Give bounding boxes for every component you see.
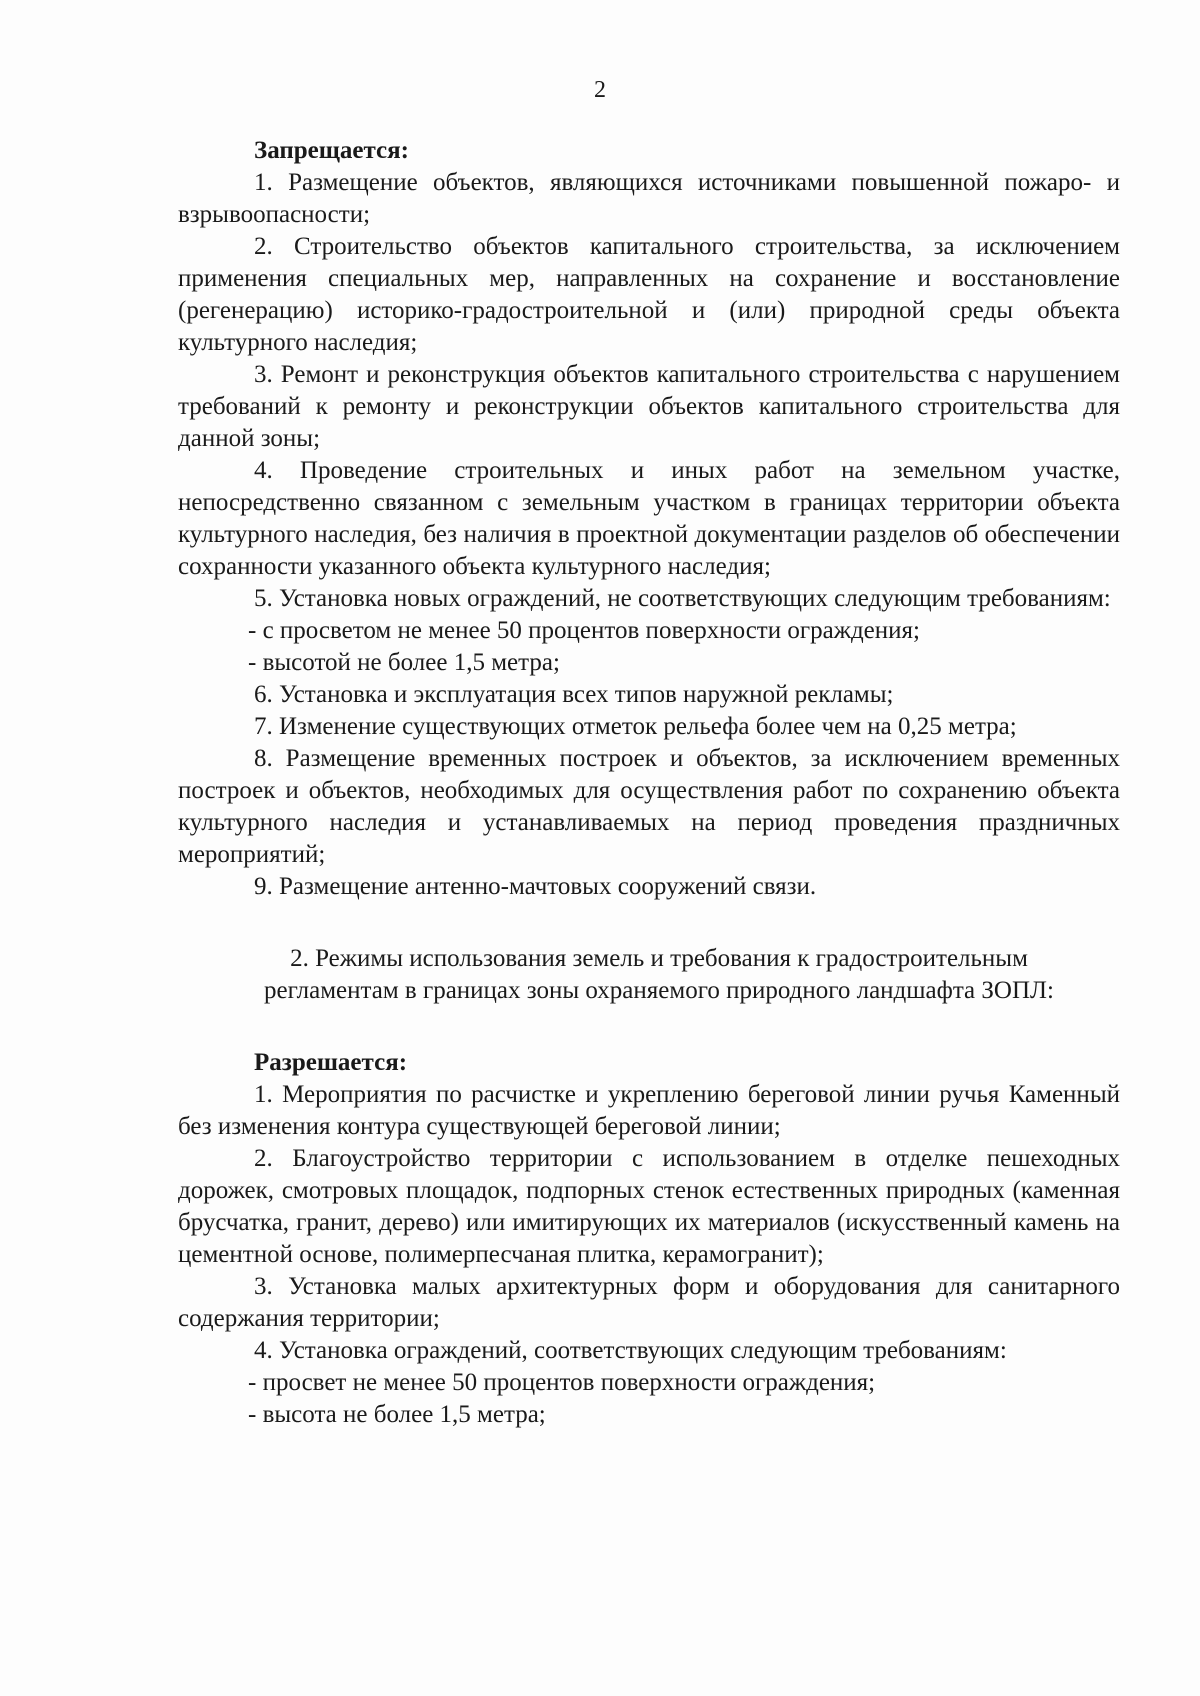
prohibited-item-2: 2. Строительство объектов капитального строительства, за исключением применения специальных мер, направленных на сохранение и восстановление (регенерацию) историко-градостроительной и (или) природной среды объекта культурного наследия; <box>178 233 1120 356</box>
allowed-item-3: 3. Установка малых архитектурных форм и оборудования для санитарного содержания территории; <box>178 1273 1120 1332</box>
prohibited-heading: Запрещается: <box>254 137 410 164</box>
section-2-title-line-2: регламентам в границах зоны охраняемого природного ландшафта ЗОПЛ: <box>264 977 1054 1004</box>
allowed-item-2: 2. Благоустройство территории с использованием в отделке пешеходных дорожек, смотровых площадок, подпорных стенок естественных природных (каменная брусчатка, гранит, дерево) или имитирующих их материалов (искусственный камень на цементной основе, полимерпесчаная плитка, керамогранит); <box>178 1145 1120 1268</box>
allowed-subitem-1: - просвет не менее 50 процентов поверхности ограждения; <box>248 1369 876 1396</box>
allowed-item-1: 1. Мероприятия по расчистке и укреплению береговой линии ручья Каменный без изменения контура существующей береговой линии; <box>178 1081 1120 1140</box>
allowed-item-4: 4. Установка ограждений, соответствующих следующим требованиям: <box>254 1337 1007 1364</box>
prohibited-item-3: 3. Ремонт и реконструкция объектов капитального строительства с нарушением требований к ремонту и реконструкции объектов капитального строительства для данной зоны; <box>178 361 1120 452</box>
document-body <box>178 135 1120 1431</box>
prohibited-item-8: 8. Размещение временных построек и объектов, за исключением временных построек и объектов, необходимых для осуществления работ по сохранению объекта культурного наследия и устанавливаемых на период проведения праздничных мероприятий; <box>178 745 1120 868</box>
section-2-title-line-1: 2. Режимы использования земель и требования к градостроительным <box>290 945 1028 972</box>
prohibited-item-4: 4. Проведение строительных и иных работ на земельном участке, непосредственно связанном с земельным участком в границах территории объекта культурного наследия, без наличия в проектной документации разделов об обеспечении сохранности указанного объекта культурного наследия; <box>178 457 1120 580</box>
prohibited-item-6: 6. Установка и эксплуатация всех типов наружной рекламы; <box>254 681 894 708</box>
prohibited-item-5: 5. Установка новых ограждений, не соответствующих следующим требованиям: <box>254 585 1111 612</box>
prohibited-item-7: 7. Изменение существующих отметок рельефа более чем на 0,25 метра; <box>254 713 1017 740</box>
prohibited-item-1: 1. Размещение объектов, являющихся источниками повышенной пожаро- и взрывоопасности; <box>178 169 1120 228</box>
allowed-heading: Разрешается: <box>254 1049 408 1076</box>
prohibited-subitem-2: - высотой не более 1,5 метра; <box>248 649 560 676</box>
prohibited-item-9: 9. Размещение антенно-мачтовых сооружений связи. <box>254 873 817 900</box>
allowed-subitem-2: - высота не более 1,5 метра; <box>248 1401 546 1428</box>
prohibited-subitem-1: - с просветом не менее 50 процентов поверхности ограждения; <box>248 617 920 644</box>
page-number: 2 <box>594 77 606 103</box>
